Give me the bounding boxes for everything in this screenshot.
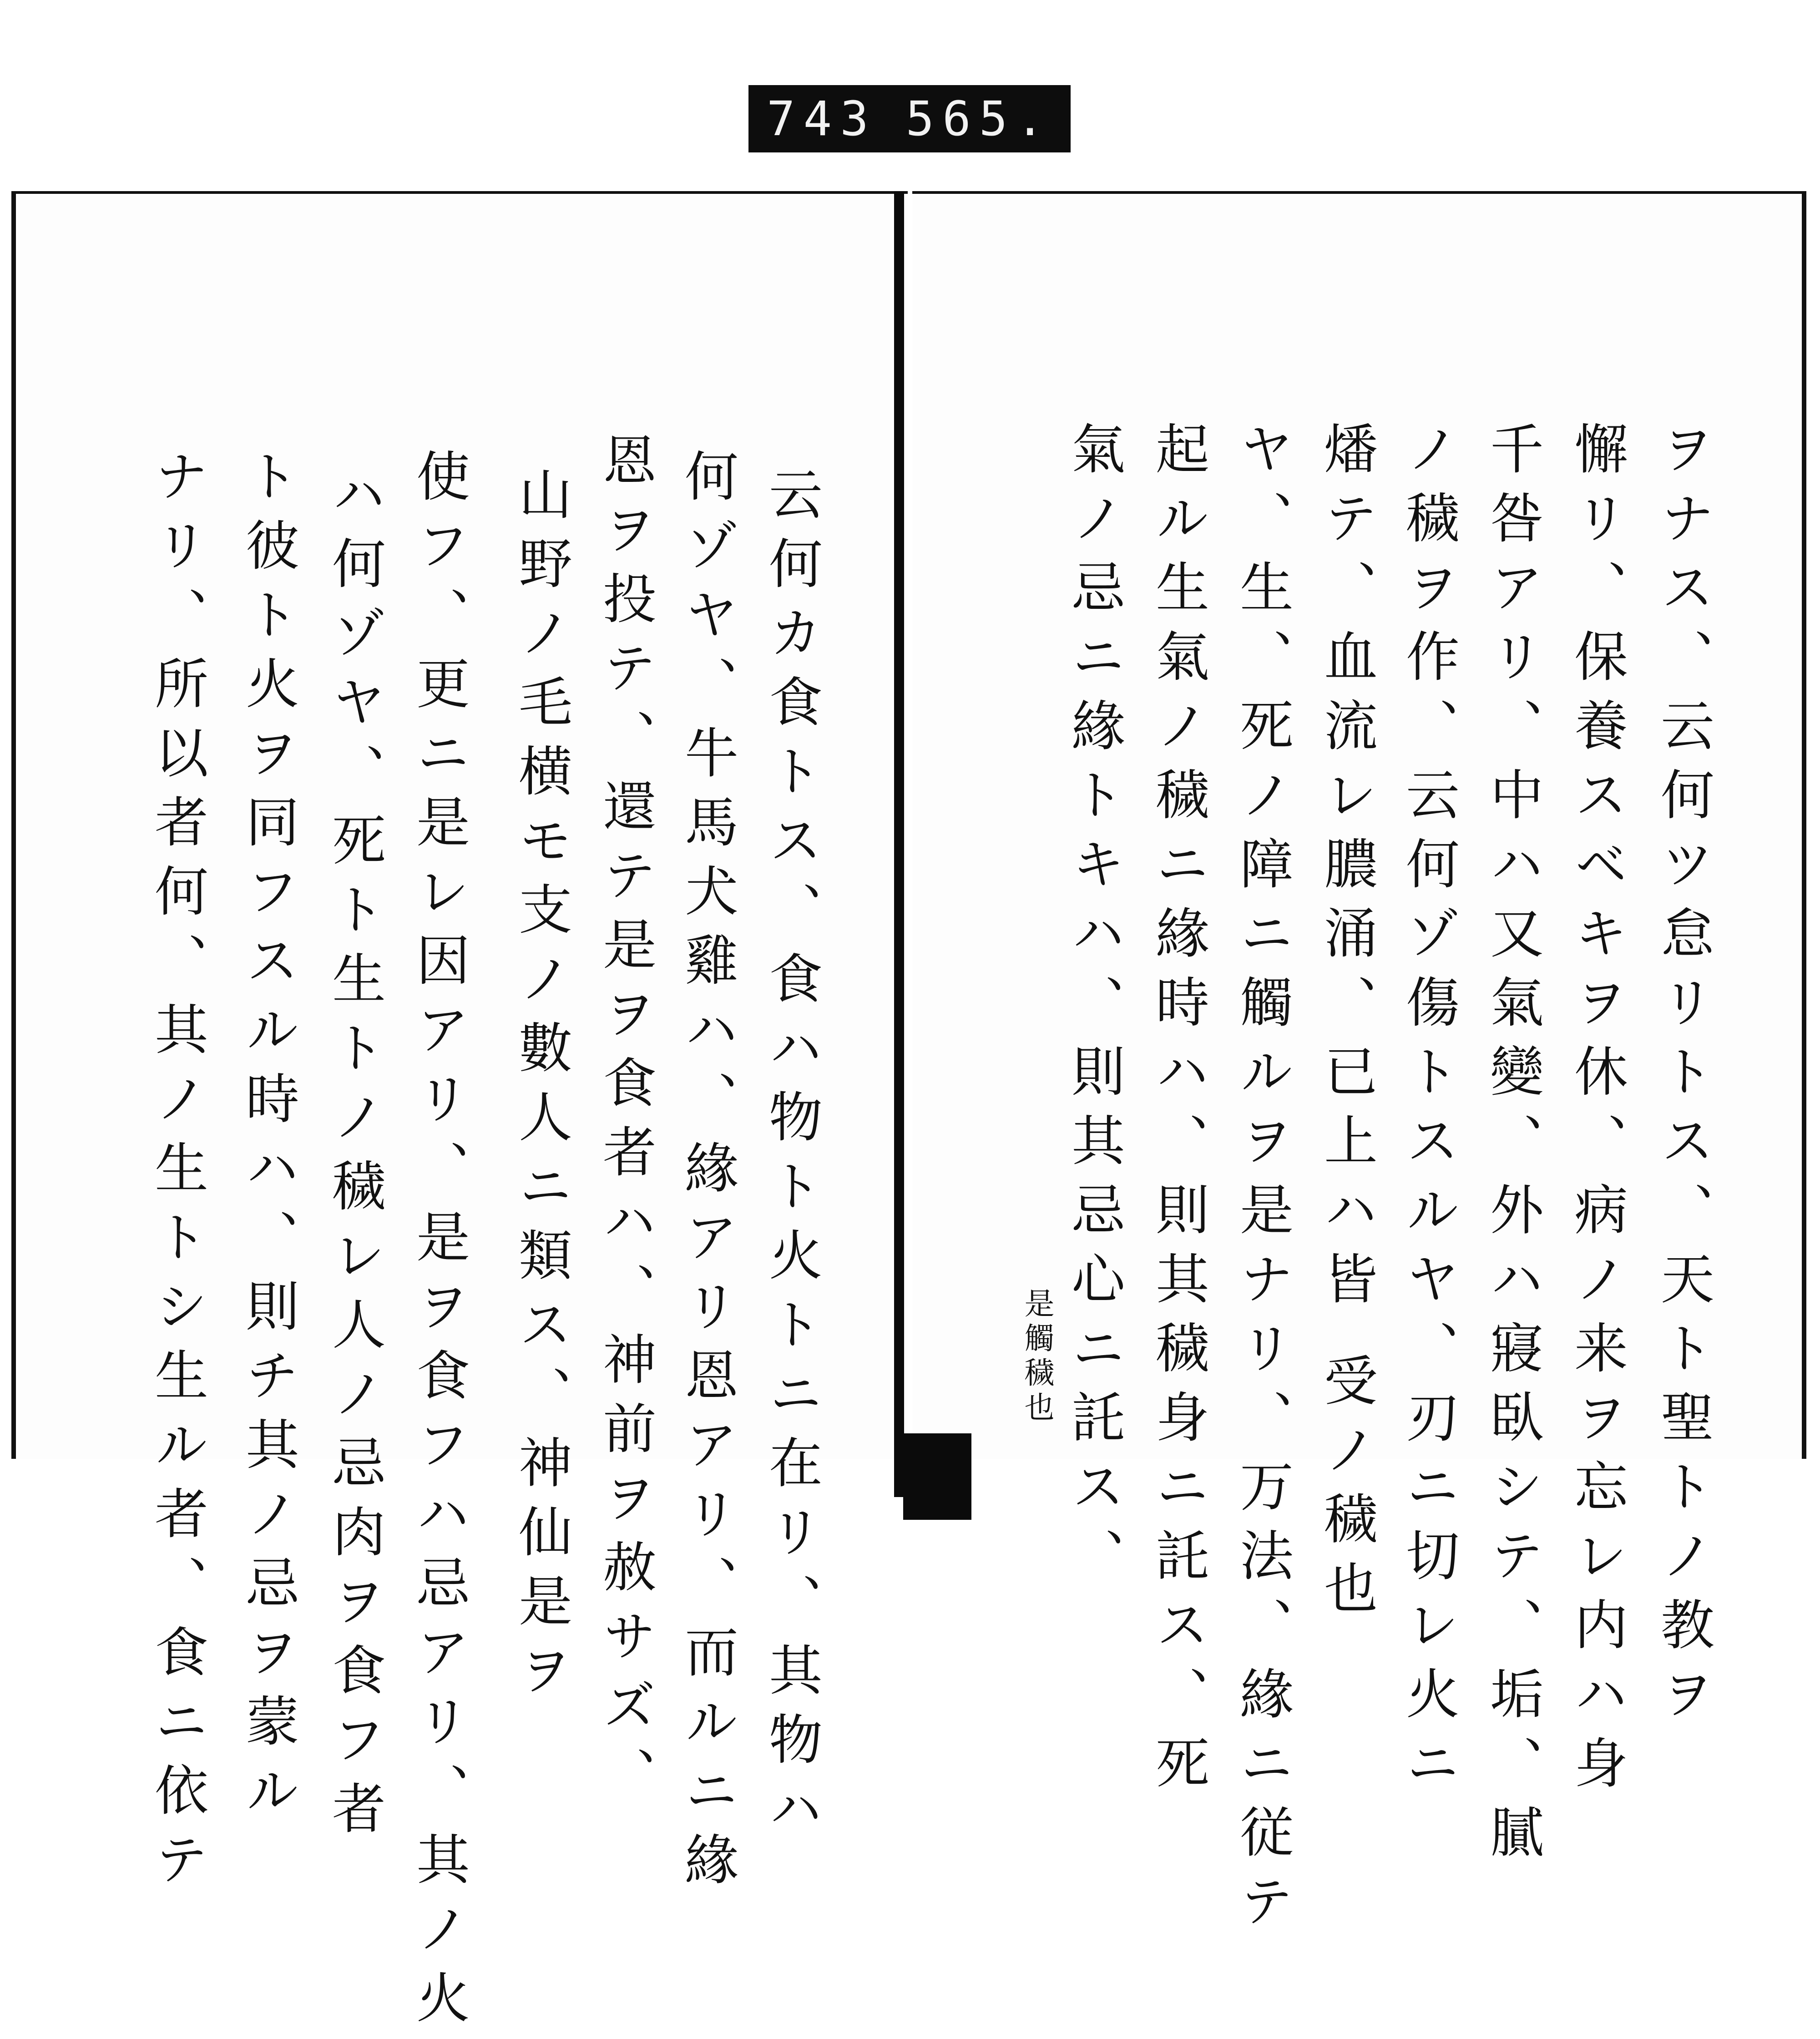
left-page-column-1: 云何カ食トス、食ハ物ト火トニ在リ、其物ハ	[760, 466, 823, 1850]
book-gutter	[894, 191, 904, 1497]
left-page-column-3: 恩ヲ投テ、還テ是ヲ食者ハ、神前ヲ赦サズ、	[594, 432, 657, 1816]
frame-number-right: 565.	[905, 91, 1052, 147]
left-page-column-2: 何ゾヤ、牛馬犬雞ハ、緣アリ恩アリ、而ルニ緣	[676, 448, 738, 1901]
left-page-column-7: ト彼ト火ヲ同フスル時ハ、則チ其ノ忌ヲ蒙ル	[237, 448, 299, 1832]
gutter-shadow	[903, 1433, 971, 1520]
right-page-column-3: 千咎アリ、中ハ又氣變、外ハ寢臥シテ、垢、膩	[1481, 421, 1544, 1873]
left-page-column-5: 使フ、更ニ是レ因アリ、是ヲ食フハ忌アリ、其ノ火	[407, 448, 470, 2039]
frame-number-left: 743	[767, 91, 877, 147]
frame-number-label	[748, 85, 1071, 152]
right-page-column-2: 懈リ、保養スベキヲ休、病ノ来ヲ忘レ内ハ身	[1565, 421, 1628, 1804]
left-page-column-4: 山野ノ毛横モ支ノ數人ニ類ス、神仙是ヲ	[510, 466, 572, 1711]
right-page-column-6: ヤ、生、死ノ障ニ觸ルヲ是ナリ、万法、緣ニ従テ	[1231, 421, 1294, 1943]
right-page-column-1: ヲナス、云何ツ怠リトス、天ト聖トノ教ヲ	[1652, 421, 1714, 1735]
left-page-column-6: ハ何ゾヤ、死ト生トノ穢レ人ノ忌肉ヲ食フ者	[323, 466, 386, 1850]
left-page-column-8: ナリ、所以者何、其ノ生トシ生ル者、食ニ依テ	[146, 448, 208, 1901]
right-page-column-7: 起ル生氣ノ穢ニ緣時ハ、則其穢身ニ託ス、死	[1147, 421, 1209, 1804]
right-page-column-4: ノ穢ヲ作、云何ゾ傷トスルヤ、刃ニ切レ火ニ	[1397, 421, 1460, 1804]
right-page-column-8: 氣ノ忌ニ緣トキハ、則其忌心ニ託ス、	[1062, 421, 1125, 1597]
right-page-column-5: 燔テ、血流レ膿涌、已上ハ皆 受ノ穢也	[1315, 421, 1378, 1629]
right-page-note: 是觸穢也	[1019, 1288, 1054, 1426]
